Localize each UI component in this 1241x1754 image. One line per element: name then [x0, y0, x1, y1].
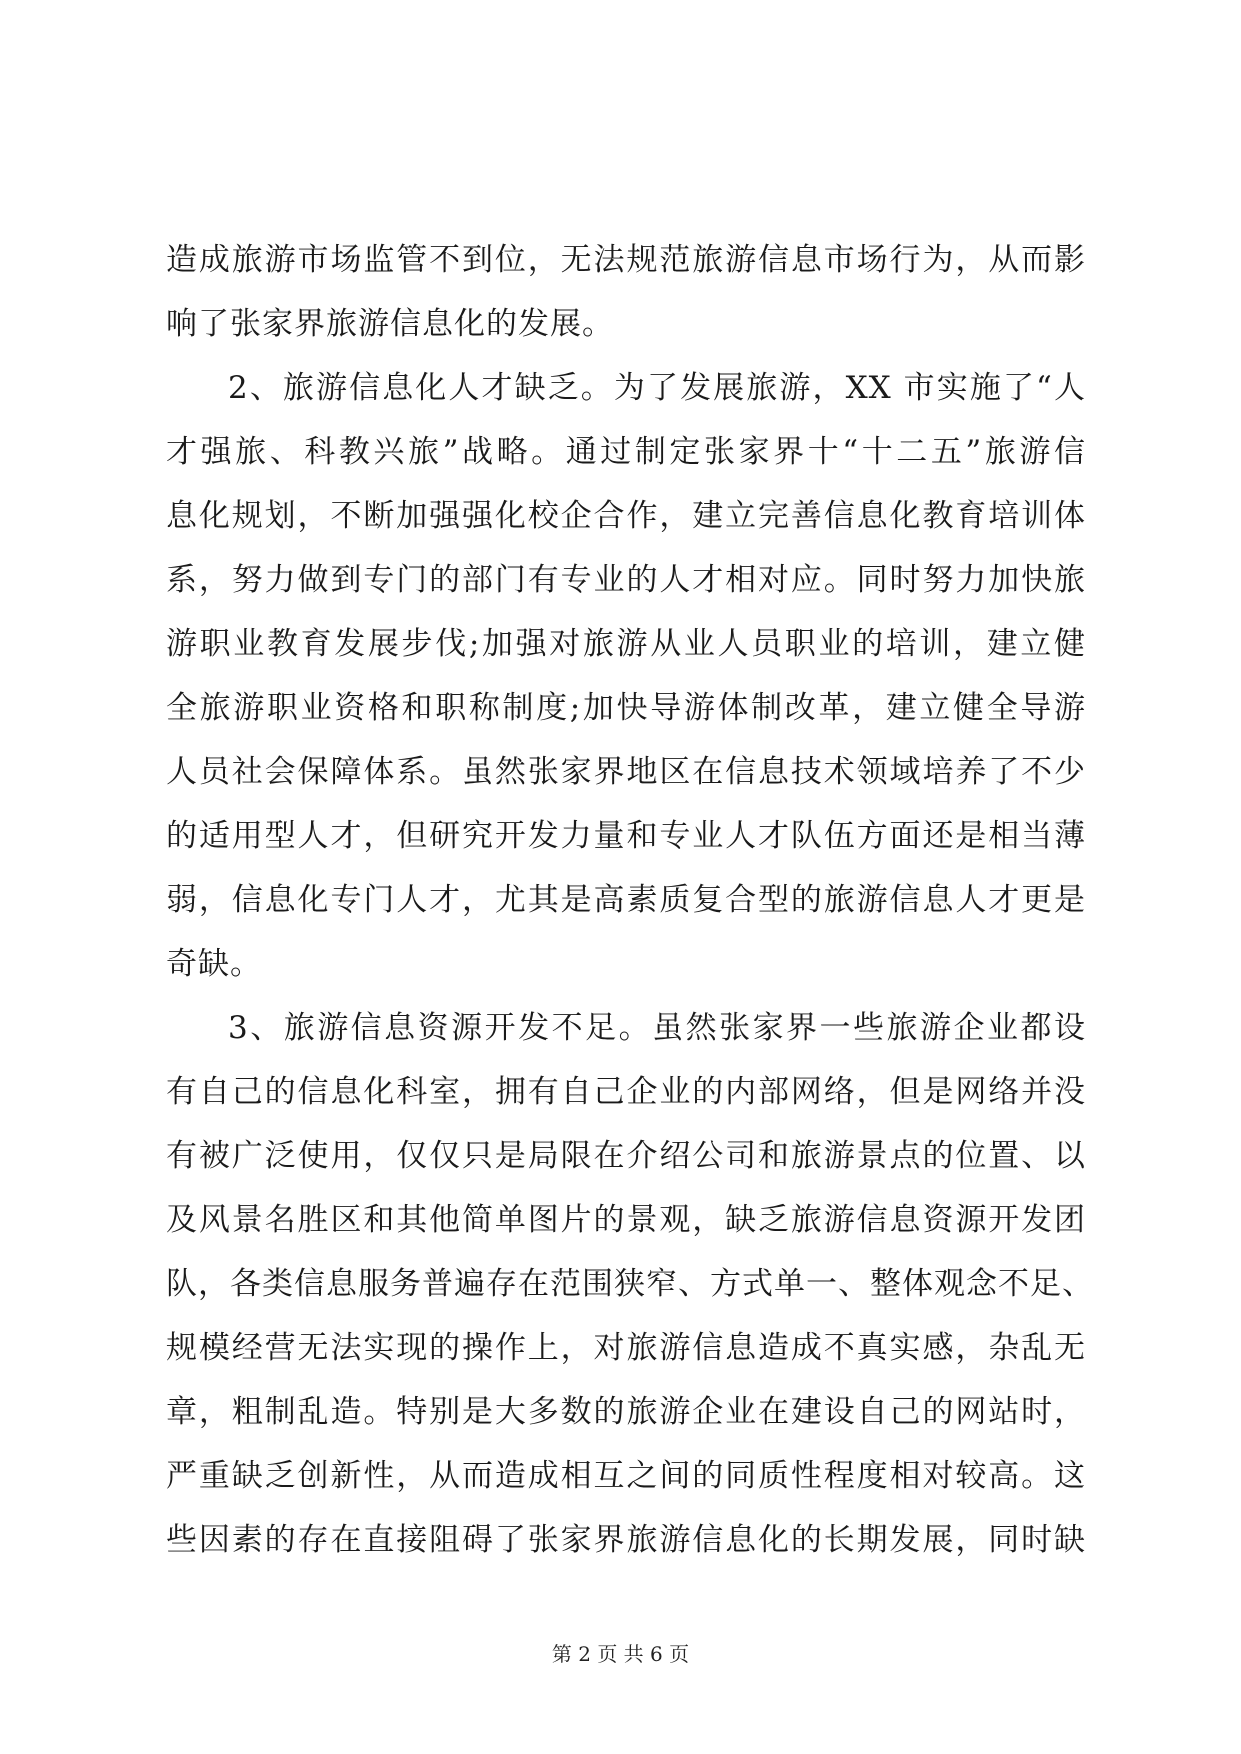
- text-line: 有被广泛使用，仅仅只是局限在介绍公司和旅游景点的位置、以: [166, 1138, 1086, 1174]
- text-line: 及风景名胜区和其他简单图片的景观，缺乏旅游信息资源开发团: [166, 1202, 1086, 1238]
- text-line: 游职业教育发展步伐;加强对旅游从业人员职业的培训，建立健: [166, 626, 1086, 662]
- paragraph-2: [166, 356, 1086, 996]
- document-body: [166, 228, 1094, 1572]
- text-line: 弱，信息化专门人才，尤其是高素质复合型的旅游信息人才更是: [166, 882, 1086, 918]
- text-line: 全旅游职业资格和职称制度;加快导游体制改革，建立健全导游: [166, 690, 1086, 726]
- paragraph-1: [166, 228, 1086, 356]
- text-line: 些因素的存在直接阻碍了张家界旅游信息化的长期发展，同时缺: [166, 1522, 1086, 1558]
- text-line: 的适用型人才，但研究开发力量和专业人才队伍方面还是相当薄: [166, 818, 1086, 854]
- text-line: 规模经营无法实现的操作上，对旅游信息造成不真实感，杂乱无: [166, 1330, 1086, 1366]
- text-line: 章，粗制乱造。特别是大多数的旅游企业在建设自己的网站时，: [166, 1394, 1086, 1430]
- text-line: 2、旅游信息化人才缺乏。为了发展旅游，XX 市实施了“人: [228, 370, 1086, 406]
- text-line: 才强旅、科教兴旅”战略。通过制定张家界十“十二五”旅游信: [166, 434, 1086, 470]
- text-line: 有自己的信息化科室，拥有自己企业的内部网络，但是网络并没: [166, 1074, 1086, 1110]
- text-line: 奇缺。: [166, 946, 262, 982]
- text-line: 严重缺乏创新性，从而造成相互之间的同质性程度相对较高。这: [166, 1458, 1086, 1494]
- text-line: 3、旅游信息资源开发不足。虽然张家界一些旅游企业都设: [228, 1010, 1086, 1046]
- paragraph-3: [166, 996, 1094, 1572]
- text-line: 系，努力做到专门的部门有专业的人才相对应。同时努力加快旅: [166, 562, 1086, 598]
- text-line: 人员社会保障体系。虽然张家界地区在信息技术领域培养了不少: [166, 754, 1086, 790]
- text-line: 息化规划，不断加强强化校企合作，建立完善信息化教育培训体: [166, 498, 1086, 534]
- text-line: 造成旅游市场监管不到位，无法规范旅游信息市场行为，从而影: [166, 242, 1086, 278]
- text-line: 队，各类信息服务普遍存在范围狭窄、方式单一、整体观念不足、: [166, 1266, 1094, 1302]
- text-line: 响了张家界旅游信息化的发展。: [166, 306, 614, 342]
- page-number-footer: 第 2 页 共 6 页: [551, 1642, 690, 1666]
